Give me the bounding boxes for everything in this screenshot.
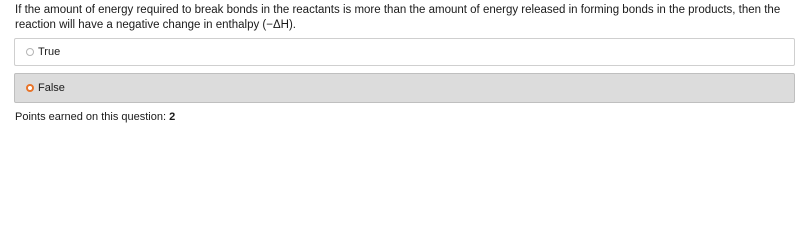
option-false[interactable] bbox=[14, 73, 795, 103]
option-label: False bbox=[38, 82, 65, 94]
option-true[interactable] bbox=[14, 38, 795, 66]
points-value: 2 bbox=[169, 111, 176, 123]
radio-unselected-icon[interactable] bbox=[26, 48, 34, 56]
question-text: If the amount of energy required to break bonds in the reactants is more than the amount of energy released in forming bonds in the products, then the reaction will have a negative change in enthalpy (−ΔH). bbox=[15, 4, 781, 31]
points-label: Points earned on this question: bbox=[15, 111, 167, 123]
option-label: True bbox=[38, 46, 61, 58]
radio-selected-icon[interactable] bbox=[26, 84, 34, 92]
points-earned bbox=[15, 111, 175, 123]
